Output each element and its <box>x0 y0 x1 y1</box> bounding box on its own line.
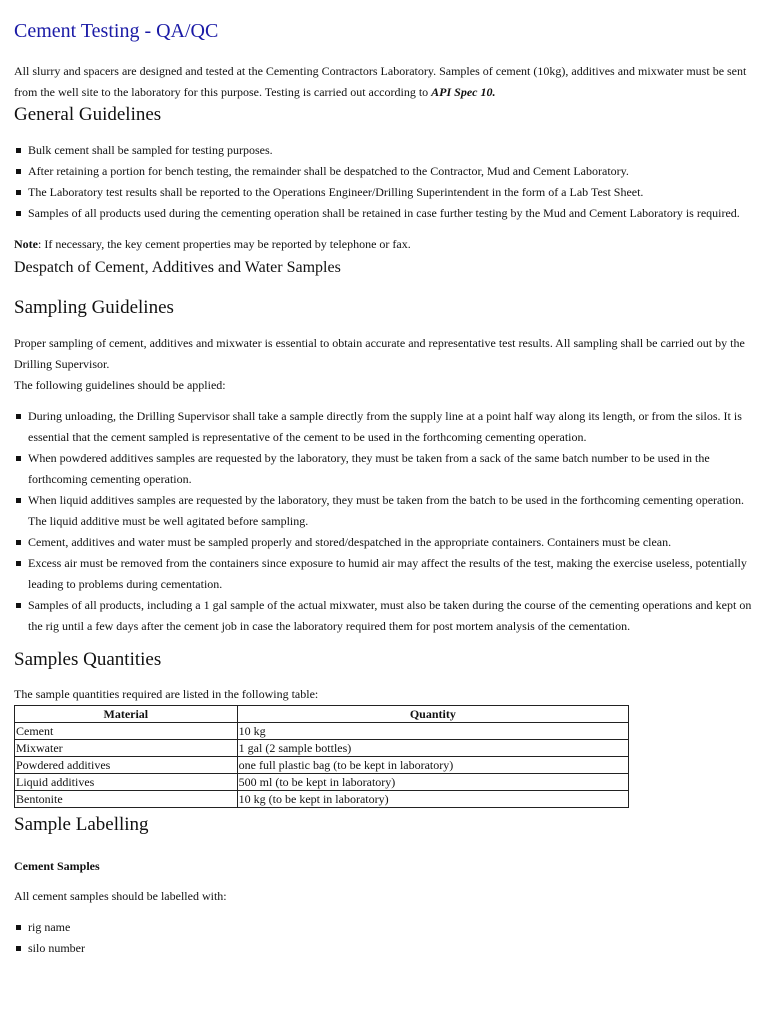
table-cell: Mixwater <box>15 740 238 757</box>
sampling-paragraph: Proper sampling of cement, additives and mixwater is essential to obtain accurate and representative test results. All sampling shall be carried out by the Drilling Supervisor. <box>14 336 745 371</box>
table-cell: Liquid additives <box>15 774 238 791</box>
list-item: When powdered additives samples are requested by the laboratory, they must be taken from a sack of the same batch number to be used in the forthcoming cementing operation. <box>14 448 754 490</box>
table-cell: 1 gal (2 sample bottles) <box>237 740 628 757</box>
table-row <box>15 757 629 774</box>
column-header-quantity: Quantity <box>237 706 628 723</box>
quantities-intro: The sample quantities required are listed in the following table: <box>14 687 319 701</box>
table-row <box>15 791 629 808</box>
sampling-guidelines-list <box>14 406 754 637</box>
table-row <box>15 774 629 791</box>
cement-samples-subheading: Cement Samples <box>14 859 100 873</box>
list-item: When liquid additives samples are requested by the laboratory, they must be taken from the batch to be used in the forthcoming cementing operation. The liquid additive must be well agitated before sampling. <box>14 490 754 532</box>
table-cell: one full plastic bag (to be kept in laboratory) <box>237 757 628 774</box>
note-text: : If necessary, the key cement properties may be reported by telephone or fax. <box>38 237 411 251</box>
intro-text: All slurry and spacers are designed and tested at the Cementing Contractors Laboratory. Samples of cement (10kg), additives and mixwater must be sent from the well site to the laboratory for this purpose. Testing is carried out according to <box>14 64 747 99</box>
table-cell: 500 ml (to be kept in laboratory) <box>237 774 628 791</box>
samples-quantities-heading: Samples Quantities <box>14 649 162 670</box>
list-item: After retaining a portion for bench testing, the remainder shall be despatched to the Contractor, Mud and Cement Laboratory. <box>14 161 754 182</box>
table-row <box>15 723 629 740</box>
list-item: Bulk cement shall be sampled for testing purposes. <box>14 140 754 161</box>
general-guidelines-heading: General Guidelines <box>14 104 162 125</box>
list-item: The Laboratory test results shall be reported to the Operations Engineer/Drilling Superintendent in the form of a Lab Test Sheet. <box>14 182 754 203</box>
labelling-intro: All cement samples should be labelled with: <box>14 889 227 903</box>
sampling-guidelines-heading: Sampling Guidelines <box>14 297 174 318</box>
table-cell: Cement <box>15 723 238 740</box>
table-cell: Bentonite <box>15 791 238 808</box>
column-header-material: Material <box>15 706 238 723</box>
list-item: During unloading, the Drilling Supervisor shall take a sample directly from the supply line at a point half way along its length, or from the silos. It is essential that the cement sampled is representative of the cement to be used in the forthcoming cementing operation. <box>14 406 754 448</box>
list-item: silo number <box>14 938 754 959</box>
page-title: Cement Testing - QA/QC <box>14 20 219 42</box>
general-guidelines-list <box>14 140 754 224</box>
note-label: Note <box>14 237 38 251</box>
sample-quantities-table <box>14 705 629 808</box>
table-row <box>15 740 629 757</box>
table-cell: 10 kg (to be kept in laboratory) <box>237 791 628 808</box>
list-item: rig name <box>14 917 754 938</box>
list-item: Excess air must be removed from the containers since exposure to humid air may affect the results of the test, making the exercise useless, potentially leading to problems during cementation. <box>14 553 754 595</box>
list-item: Cement, additives and water must be sampled properly and stored/despatched in the appropriate containers. Containers must be clean. <box>14 532 754 553</box>
table-cell: Powdered additives <box>15 757 238 774</box>
intro-paragraph <box>14 61 754 103</box>
sampling-lead-paragraph: The following guidelines should be applied: <box>14 378 226 392</box>
intro-emphasis: API Spec 10. <box>431 85 496 99</box>
table-cell: 10 kg <box>237 723 628 740</box>
note-paragraph <box>14 234 754 255</box>
list-item: Samples of all products used during the cementing operation shall be retained in case further testing by the Mud and Cement Laboratory is required. <box>14 203 754 224</box>
list-item: Samples of all products, including a 1 gal sample of the actual mixwater, must also be taken during the course of the cementing operations and kept on the rig until a few days after the cement job in case the laboratory required them for post mortem analysis of the cementation. <box>14 595 754 637</box>
labelling-list <box>14 917 754 959</box>
sample-labelling-heading: Sample Labelling <box>14 814 149 835</box>
table-header-row <box>15 706 629 723</box>
despatch-heading: Despatch of Cement, Additives and Water Samples <box>14 259 341 276</box>
